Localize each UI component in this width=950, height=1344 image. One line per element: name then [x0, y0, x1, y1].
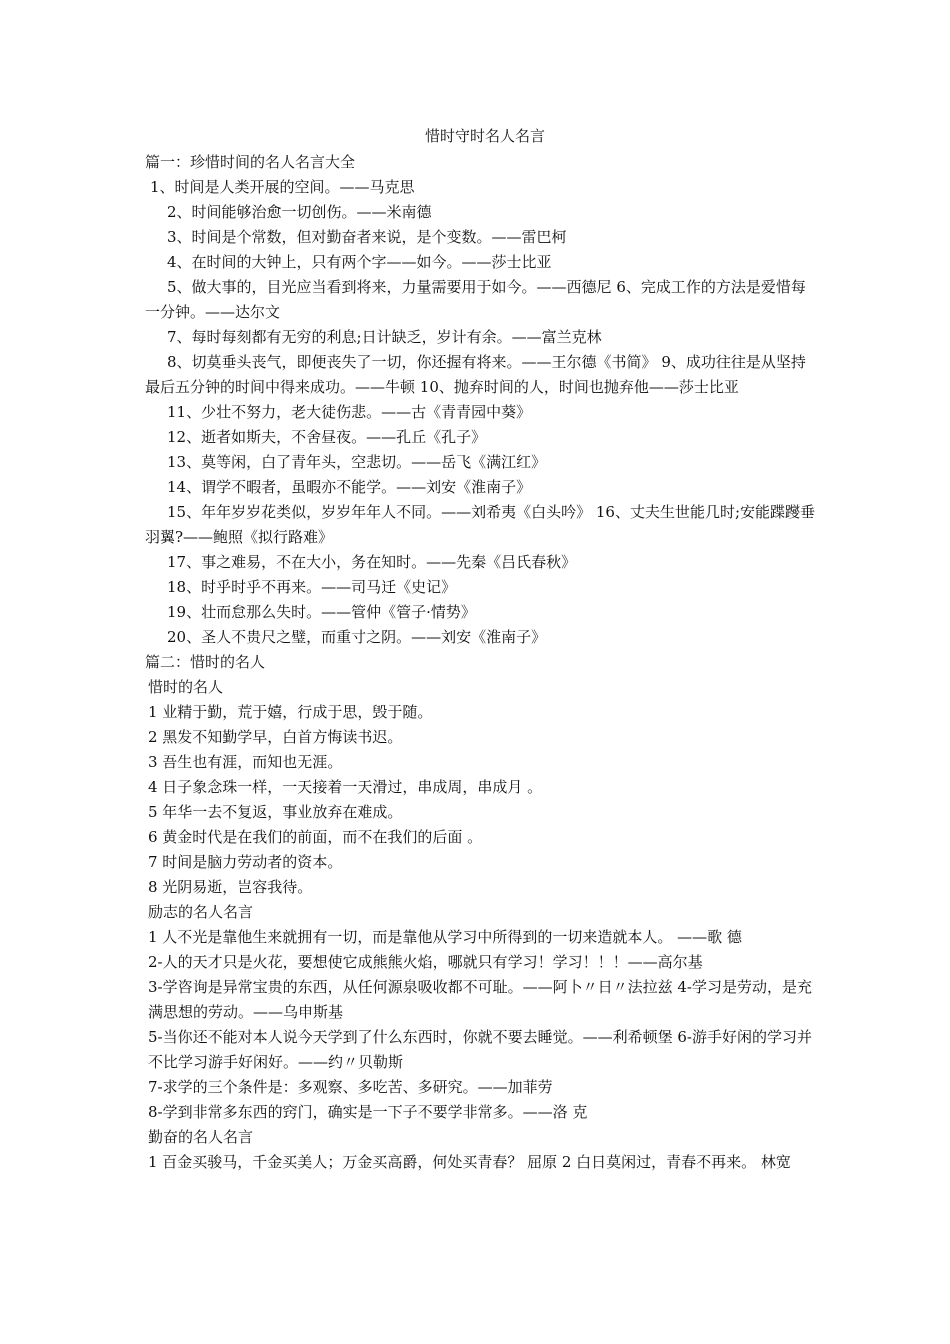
list-paragraph: 3-学咨询是异常宝贵的东西，从任何源泉吸收都不可耻。——阿卜〃日〃法拉兹 4-学习是劳动，是充满思想的劳动。——乌申斯基	[148, 978, 812, 1021]
quote-line: 18、时乎时乎不再来。——司马迁《史记》	[167, 578, 457, 596]
quote-line: 19、壮而怠那么失时。——管仲《管子·情势》	[167, 603, 476, 621]
list-item: 4 日子象念珠一样，一天接着一天滑过，串成周，串成月 。	[148, 778, 543, 796]
document-title: 惜时守时名人名言	[424, 127, 545, 145]
list-item: 7 时间是脑力劳动者的资本。	[148, 853, 343, 871]
list-item: 1 人不光是靠他生来就拥有一切，而是靠他从学习中所得到的一切来造就本人。 ——歌 德	[148, 928, 742, 946]
quote-line: 2、时间能够治愈一切创伤。——米南德	[167, 203, 432, 221]
quote-line: 14、谓学不暇者，虽暇亦不能学。——刘安《淮南子》	[167, 478, 532, 496]
subheading: 勤奋的名人名言	[148, 1128, 254, 1146]
subheading: 惜时的名人	[148, 678, 224, 696]
quote-line: 4、在时间的大钟上，只有两个字——如今。——莎士比亚	[167, 253, 552, 271]
list-item: 3 吾生也有涯，而知也无涯。	[148, 753, 343, 771]
quote-line: 20、圣人不贵尺之璧，而重寸之阴。——刘安《淮南子》	[167, 628, 547, 646]
section-heading-part1: 篇一：珍惜时间的名人名言大全	[145, 153, 356, 171]
document-page	[145, 122, 815, 1175]
list-item: 1 业精于勤，荒于嬉，行成于思，毁于随。	[148, 703, 433, 721]
list-item: 8-学到非常多东西的窍门，确实是一下子不要学非常多。——洛 克	[148, 1103, 588, 1121]
list-paragraph: 1 百金买骏马，千金买美人；万金买高爵，何处买青春？ 屈原 2 白日莫闲过，青春不再来。 林宽	[148, 1153, 791, 1171]
quote-line: 17、事之难易，不在大小，务在知时。——先秦《吕氏春秋》	[167, 553, 577, 571]
section-heading-part2: 篇二：惜时的名人	[145, 653, 266, 671]
subheading: 励志的名人名言	[148, 903, 254, 921]
list-item: 5 年华一去不复返，事业放弃在难成。	[148, 803, 403, 821]
quote-line: 3、时间是个常数，但对勤奋者来说，是个变数。——雷巴柯	[167, 228, 567, 246]
quote-line: 11、少壮不努力，老大徒伤悲。——古《青青园中葵》	[167, 403, 532, 421]
quote-paragraph: 5、做大事的，目光应当看到将来，力量需要用于如今。——西德尼 6、完成工作的方法是爱惜每一分钟。——达尔文	[145, 278, 806, 321]
quote-paragraph: 8、切莫垂头丧气，即便丧失了一切，你还握有将来。——王尔德《书简》 9、成功往往是从坚持最后五分钟的时间中得来成功。——牛顿 10、抛弃时间的人，时间也抛弃他——莎士比亚	[145, 353, 806, 396]
quote-line: 12、逝者如斯夫，不舍昼夜。——孔丘《孔子》	[167, 428, 487, 446]
quote-line: 13、莫等闲，白了青年头，空悲切。——岳飞《满江红》	[167, 453, 547, 471]
list-item: 8 光阴易逝，岂容我待。	[148, 878, 313, 896]
quote-line: 1、时间是人类开展的空间。——马克思	[150, 178, 415, 196]
list-item: 7-求学的三个条件是：多观察、多吃苦、多研究。——加菲劳	[148, 1078, 553, 1096]
list-paragraph: 5-当你还不能对本人说今天学到了什么东西时，你就不要去睡觉。——利希顿堡 6-游手好闲的学习并不比学习游手好闲好。——约〃贝勒斯	[148, 1028, 812, 1071]
quote-paragraph: 15、年年岁岁花类似，岁岁年年人不同。——刘希夷《白头吟》 16、丈夫生世能几时;安能蹀躞垂羽翼?——鲍照《拟行路难》	[145, 503, 815, 546]
list-item: 6 黄金时代是在我们的前面，而不在我们的后面 。	[148, 828, 483, 846]
list-item: 2-人的天才只是火花，要想使它成熊熊火焰，哪就只有学习！学习！！！——高尔基	[148, 953, 703, 971]
list-item: 2 黑发不知勤学早，白首方悔读书迟。	[148, 728, 403, 746]
quote-line: 7、每时每刻都有无穷的利息;日计缺乏，岁计有余。——富兰克林	[167, 328, 602, 346]
